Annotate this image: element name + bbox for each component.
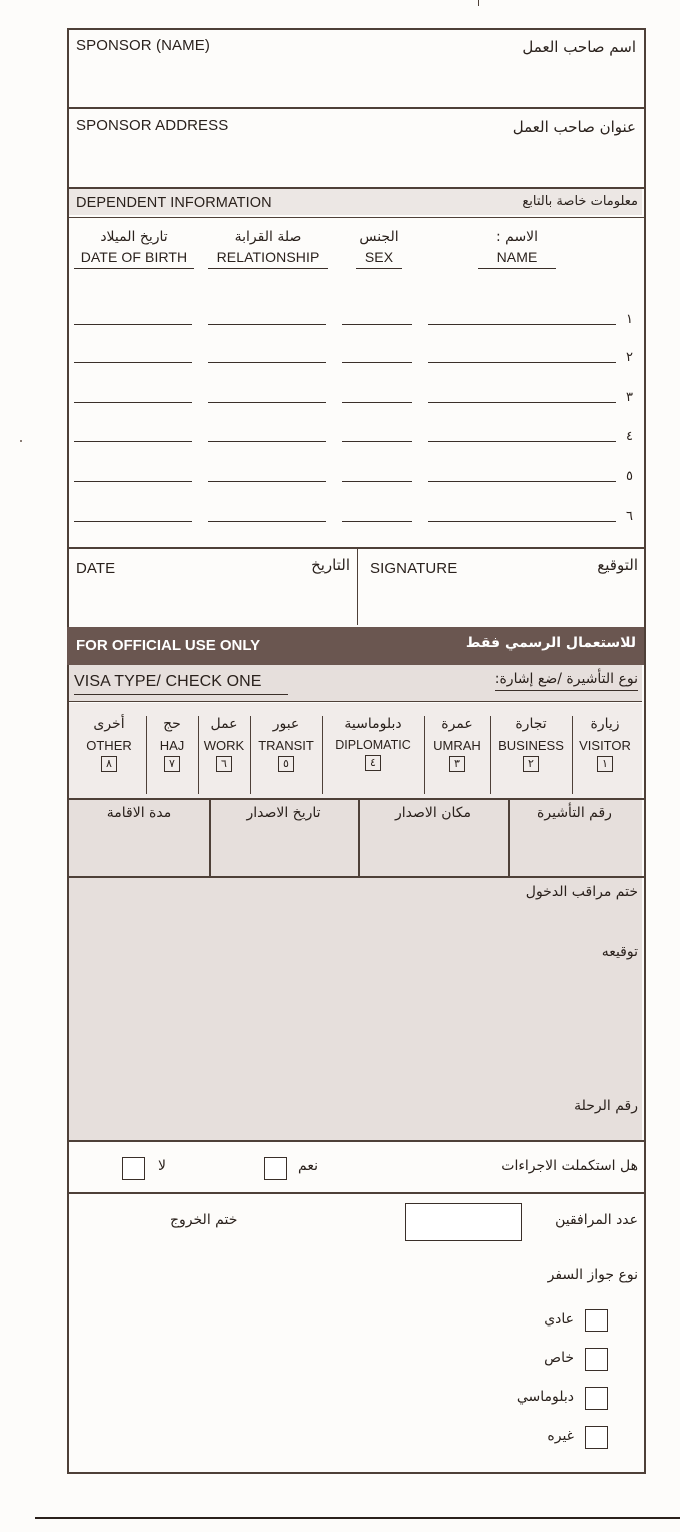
dependent-info-label-ar: معلومات خاصة بالتابع xyxy=(522,194,638,209)
visa-option-ar: عمل xyxy=(210,716,238,732)
visa-option-other[interactable] xyxy=(72,716,146,772)
visa-detail-field[interactable] xyxy=(210,828,357,874)
date-label-ar: التاريخ xyxy=(311,556,350,574)
row-4-field-2[interactable] xyxy=(208,441,326,442)
companions-label: عدد المرافقين xyxy=(555,1212,638,1228)
flight-number-label: رقم الرحلة xyxy=(574,1098,638,1114)
visa-option-checkbox[interactable]: ٢ xyxy=(523,756,539,772)
passport-option-checkbox[interactable] xyxy=(585,1426,608,1449)
col-sex xyxy=(356,229,402,269)
visa-option-haj[interactable] xyxy=(146,716,198,772)
row-2-field-2[interactable] xyxy=(208,362,326,363)
visa-option-visitor[interactable] xyxy=(572,716,638,772)
divider xyxy=(69,701,642,702)
no-label: لا xyxy=(158,1158,166,1174)
divider xyxy=(67,107,644,109)
sponsor-name-label-ar: اسم صاحب العمل xyxy=(522,38,636,56)
visa-type-label-ar: نوع التأشيرة /ضع إشارة: xyxy=(495,671,638,691)
sponsor-address-label: SPONSOR ADDRESS xyxy=(76,117,229,134)
visa-option-work[interactable] xyxy=(198,716,250,772)
row-5-field-3[interactable] xyxy=(342,481,412,482)
official-use-label: FOR OFFICIAL USE ONLY xyxy=(76,637,261,654)
visa-option-ar: تجارة xyxy=(515,716,547,732)
visa-option-checkbox[interactable]: ٥ xyxy=(278,756,294,772)
scan-edge-line xyxy=(35,1517,680,1519)
visa-option-en: WORK xyxy=(203,738,245,753)
visa-option-business[interactable] xyxy=(490,716,572,772)
signature-label: SIGNATURE xyxy=(370,560,458,577)
sponsor-address-label-ar: عنوان صاحب العمل xyxy=(512,118,636,136)
visa-option-en: BUSINESS xyxy=(498,738,564,753)
row-4-field-4[interactable] xyxy=(428,441,616,442)
entry-area-bg xyxy=(69,878,642,1140)
row-2-field-3[interactable] xyxy=(342,362,412,363)
row-2-field-4[interactable] xyxy=(428,362,616,363)
exit-stamp-label: ختم الخروج xyxy=(170,1212,238,1228)
sponsor-name-field[interactable] xyxy=(70,56,642,106)
visa-option-checkbox[interactable]: ٧ xyxy=(164,756,180,772)
col-sex-en: SEX xyxy=(356,249,402,269)
col-relationship xyxy=(208,229,328,269)
visa-option-ar: حج xyxy=(163,716,181,732)
date-label: DATE xyxy=(76,560,116,577)
divider xyxy=(67,547,644,549)
visa-option-en: DIPLOMATIC xyxy=(335,738,411,752)
visa-type-label: VISA TYPE/ CHECK ONE xyxy=(74,673,288,695)
row-number: ٦ xyxy=(626,509,633,524)
passport-option-checkbox[interactable] xyxy=(585,1348,608,1371)
sponsor-name-label: SPONSOR (NAME) xyxy=(76,37,210,54)
row-4-field-1[interactable] xyxy=(74,441,192,442)
row-2-field-1[interactable] xyxy=(74,362,192,363)
passport-option-label: دبلوماسي xyxy=(516,1389,574,1405)
row-1-field-1[interactable] xyxy=(74,324,192,325)
row-number: ٢ xyxy=(626,350,633,365)
visa-option-checkbox[interactable]: ٤ xyxy=(365,755,381,771)
visa-option-diplomatic[interactable] xyxy=(322,716,424,771)
col-name-ar: الاسم : xyxy=(495,229,539,245)
col-dob-ar: تاريخ الميلاد xyxy=(100,229,168,245)
col-dob-en: DATE OF BIRTH xyxy=(74,249,194,269)
row-1-field-3[interactable] xyxy=(342,324,412,325)
visa-option-checkbox[interactable]: ٣ xyxy=(449,756,465,772)
visa-option-checkbox[interactable]: ٦ xyxy=(216,756,232,772)
divider xyxy=(67,1192,644,1194)
date-field[interactable] xyxy=(70,580,355,625)
row-number: ٣ xyxy=(626,390,633,405)
visa-option-transit[interactable] xyxy=(250,716,322,772)
col-name-en: NAME xyxy=(478,249,556,269)
passport-option-checkbox[interactable] xyxy=(585,1387,608,1410)
visa-detail-label: رقم التأشيرة xyxy=(537,805,612,821)
visa-option-checkbox[interactable]: ٨ xyxy=(101,756,117,772)
col-name xyxy=(478,229,556,269)
row-number: ١ xyxy=(626,312,633,327)
entry-stamp-label: ختم مراقب الدخول xyxy=(525,884,638,900)
row-1-field-2[interactable] xyxy=(208,324,326,325)
no-checkbox[interactable] xyxy=(122,1157,145,1180)
row-4-field-3[interactable] xyxy=(342,441,412,442)
sponsor-address-field[interactable] xyxy=(70,140,642,185)
visa-option-checkbox[interactable]: ١ xyxy=(597,756,613,772)
visa-option-en: TRANSIT xyxy=(258,738,314,753)
visa-option-umrah[interactable] xyxy=(424,716,490,772)
signature-field[interactable] xyxy=(360,580,642,625)
row-6-field-3[interactable] xyxy=(342,521,412,522)
visa-option-ar: أخرى xyxy=(93,716,125,732)
tick-mark xyxy=(478,0,479,6)
visa-detail-label: مكان الاصدار xyxy=(395,805,471,821)
passport-option-checkbox[interactable] xyxy=(585,1309,608,1332)
row-5-field-1[interactable] xyxy=(74,481,192,482)
row-number: ٥ xyxy=(626,469,633,484)
divider xyxy=(67,217,644,218)
passport-option-label: غيره xyxy=(547,1428,574,1444)
row-3-field-1[interactable] xyxy=(74,402,192,403)
passport-type-label: نوع جواز السفر xyxy=(547,1267,638,1283)
passport-option-label: عادي xyxy=(544,1311,574,1327)
col-relationship-en: RELATIONSHIP xyxy=(208,249,328,269)
col-sex-ar: الجنس xyxy=(359,229,399,245)
yes-label: نعم xyxy=(298,1158,318,1174)
divider xyxy=(209,800,211,876)
visa-option-en: UMRAH xyxy=(433,738,481,753)
dependent-info-label: DEPENDENT INFORMATION xyxy=(76,195,272,211)
divider xyxy=(67,1140,644,1142)
procedures-question: هل استكملت الاجراءات xyxy=(501,1158,638,1174)
row-6-field-4[interactable] xyxy=(428,521,616,522)
divider xyxy=(508,800,510,876)
visa-detail-field[interactable] xyxy=(70,828,208,874)
official-use-label-ar: للاستعمال الرسمي فقط xyxy=(465,635,636,651)
row-6-field-2[interactable] xyxy=(208,521,326,522)
divider xyxy=(358,800,360,876)
row-3-field-3[interactable] xyxy=(342,402,412,403)
row-5-field-4[interactable] xyxy=(428,481,616,482)
visa-detail-field[interactable] xyxy=(359,828,507,874)
visa-detail-field[interactable] xyxy=(509,828,640,874)
visa-option-en: OTHER xyxy=(86,738,132,753)
visa-option-en: VISITOR xyxy=(579,738,631,753)
visa-detail-label: مدة الاقامة xyxy=(106,805,172,821)
row-number: ٤ xyxy=(626,429,633,444)
visa-option-ar: دبلوماسية xyxy=(344,716,402,732)
visa-option-ar: زيارة xyxy=(590,716,620,732)
row-3-field-4[interactable] xyxy=(428,402,616,403)
visa-option-en: HAJ xyxy=(159,738,185,753)
visa-option-ar: عبور xyxy=(272,716,300,732)
col-dob xyxy=(74,229,194,269)
col-relationship-ar: صلة القرابة xyxy=(234,229,302,245)
entry-sign-label: توقيعه xyxy=(601,944,638,960)
visa-detail-label: تاريخ الاصدار xyxy=(246,805,321,821)
row-5-field-2[interactable] xyxy=(208,481,326,482)
yes-checkbox[interactable] xyxy=(264,1157,287,1180)
companions-field[interactable] xyxy=(405,1203,522,1241)
passport-option-label: خاص xyxy=(544,1350,574,1366)
scan-speck xyxy=(20,440,22,442)
visa-option-ar: عمرة xyxy=(441,716,473,732)
signature-label-ar: التوقيع xyxy=(597,556,638,574)
row-3-field-2[interactable] xyxy=(208,402,326,403)
divider xyxy=(357,549,358,625)
row-1-field-4[interactable] xyxy=(428,324,616,325)
row-6-field-1[interactable] xyxy=(74,521,192,522)
